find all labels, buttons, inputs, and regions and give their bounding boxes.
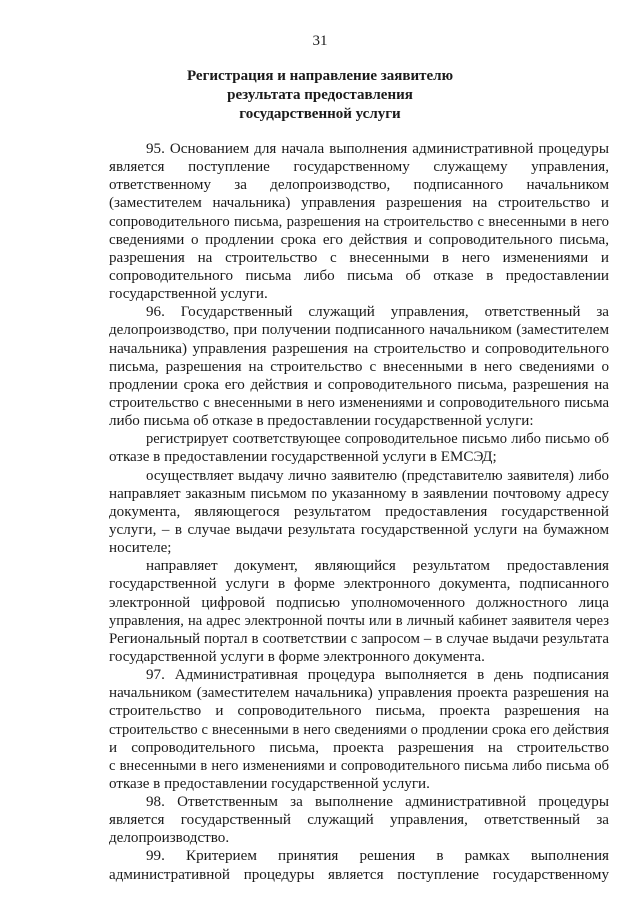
text-line: 99. Критерием принятия решения в рамках выполнения [146, 848, 609, 865]
text-line: Региональный портал в соответствии с запросом – в случае выдачи результата [109, 630, 609, 647]
text-line: государственной услуги в форме электронного документа, подписанного [109, 576, 609, 593]
text-line: управления, на адрес электронной почты или в личный кабинет заявителя через [109, 612, 609, 629]
text-line: либо письма об отказе в предоставлении государственной услуги: [109, 413, 534, 430]
document-body [109, 140, 609, 884]
text-line: носителе; [109, 540, 172, 557]
text-line: административной процедуры является поступление государственному [109, 866, 609, 883]
text-line: ответственному за делопроизводство, подписанного начальником [109, 177, 609, 194]
heading-line: Регистрация и направление заявителю [186, 68, 454, 84]
text-line: строительство с внесенными в него сведениями о продлении срока его действия [109, 721, 609, 738]
text-line: делопроизводство. [109, 830, 230, 847]
text-line: сведениями о продлении срока его действия и сопроводительного письма, [109, 231, 609, 248]
text-line: направляет заказным письмом по указанному в заявлении почтовому адресу [109, 485, 609, 502]
text-line: (заместителем начальника) управления разрешения на строительство и [109, 195, 609, 212]
text-line: регистрирует соответствующее сопроводительное письмо либо письмо об [146, 431, 609, 448]
text-line: направляет документ, являющийся результатом предоставления [146, 558, 609, 575]
heading-line: результата предоставления [227, 87, 413, 103]
section-heading [0, 67, 640, 124]
text-line: электронной цифровой подписью уполномоченного должностного лица [109, 594, 609, 611]
text-line: 98. Ответственным за выполнение административной процедуры [146, 794, 609, 811]
text-line: услуги, – в случае выдачи результата государственной услуги на бумажном [109, 521, 609, 538]
text-line: начальником (заместителем начальника) управления проекта разрешения на [109, 685, 609, 702]
text-line: документа, являющегося результатом предоставления государственной [109, 503, 609, 520]
text-line: разрешения на строительство с внесенными в него изменениями и [109, 249, 609, 266]
text-line: отказе в предоставлении государственной услуги. [109, 775, 430, 792]
text-line: сопроводительного письма либо письма об отказе в предоставлении [109, 267, 609, 284]
text-line: письма, разрешения на строительство с внесенными в него сведениями о [109, 358, 609, 375]
text-line: строительство с внесенными в него изменениями и сопроводительного письма [109, 394, 609, 411]
text-line: государственной услуги. [109, 286, 268, 303]
text-line: 97. Административная процедура выполняется в день подписания [146, 667, 609, 684]
text-line: строительство и сопроводительного письма, проекта разрешения на [109, 703, 609, 720]
text-line: 95. Основанием для начала выполнения административной процедуры [146, 141, 609, 157]
text-line: продлении срока его действия и сопроводительного письма, разрешения на [109, 376, 609, 393]
text-line: государственной услуги в форме электронного документа. [109, 648, 485, 665]
text-line: с внесенными в него изменениями и сопроводительного письма либо письма об [109, 757, 609, 774]
heading-line: государственной услуги [239, 106, 401, 122]
text-line: 96. Государственный служащий управления, ответственный за [146, 304, 609, 321]
text-line: делопроизводство, при получении подписанного начальником (заместителем [109, 322, 609, 339]
text-line: сопроводительного письма, разрешения на строительство с внесенными в него [109, 213, 609, 230]
text-line: является поступление государственному служащему управления, [109, 159, 609, 176]
text-line: отказе в предоставлении государственной услуги в ЕМСЭД; [109, 449, 497, 466]
text-line: и сопроводительного письма, проекта разрешения на строительство [109, 739, 609, 756]
page-number: 31 [312, 33, 328, 49]
text-line: осуществляет выдачу лично заявителю (представителю заявителя) либо [146, 467, 609, 484]
text-line: является государственный служащий управления, ответственный за [109, 812, 609, 829]
text-line: начальника) управления разрешения на строительство и сопроводительного [109, 340, 609, 357]
